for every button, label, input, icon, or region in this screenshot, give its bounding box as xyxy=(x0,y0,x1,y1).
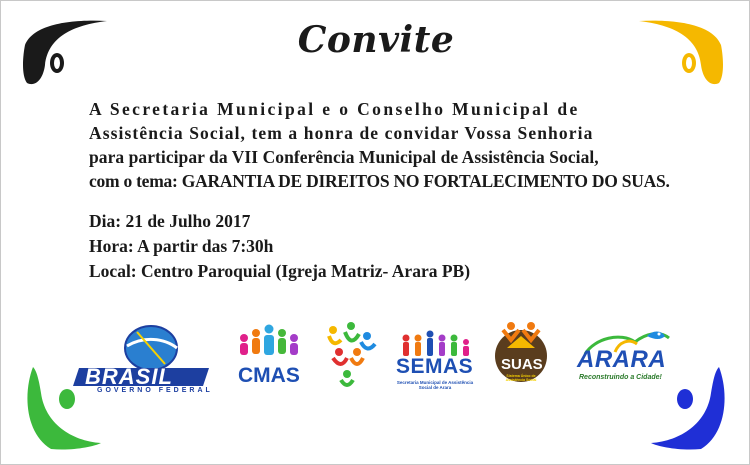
semas-people-icon xyxy=(394,328,476,358)
semas-logo xyxy=(394,328,476,394)
suas-logo xyxy=(493,320,549,392)
suas-logo-subtitle: Sistema Único de Assistência Social xyxy=(505,374,537,382)
cmas-people-icon xyxy=(234,324,304,366)
paragraph-line: Assistência Social, tem a honra de convidar Vossa Senhoria xyxy=(89,123,594,143)
brazil-map-icon xyxy=(313,318,383,392)
brasil-logo-text: BRASIL xyxy=(85,364,173,389)
arara-logo xyxy=(575,324,675,394)
event-date: Dia: 21 de Julho 2017 xyxy=(89,211,251,231)
paragraph-line: para participar da VII Conferência Municipal de Assistência Social, xyxy=(89,147,599,167)
cmas-logo-text: CMAS xyxy=(238,364,300,387)
invitation-paragraph xyxy=(89,97,674,193)
brazil-map-people-logo xyxy=(313,318,383,392)
brasil-governo-federal-logo xyxy=(69,324,219,396)
semas-logo-subtitle: Secretaria Municipal de Assistência Social de Arara xyxy=(396,380,474,390)
sponsor-logos xyxy=(69,316,689,396)
cmas-logo xyxy=(234,324,304,394)
suas-logo-text: SUAS xyxy=(501,356,543,373)
semas-logo-text: SEMAS xyxy=(396,355,474,378)
paragraph-line: A Secretaria Municipal e o Conselho Municipal de xyxy=(89,99,580,119)
event-details xyxy=(89,209,470,284)
invitation-title: Convite xyxy=(297,19,455,61)
paragraph-line: com o tema: GARANTIA DE DIREITOS NO FORTALECIMENTO DO SUAS. xyxy=(89,171,670,191)
brasil-logo-subtitle: GOVERNO FEDERAL xyxy=(97,387,213,394)
event-location: Local: Centro Paroquial (Igreja Matriz- Arara PB) xyxy=(89,261,471,281)
event-time: Hora: A partir das 7:30h xyxy=(89,236,274,256)
arara-logo-subtitle: Reconstruindo a Cidade! xyxy=(579,374,662,381)
arara-logo-text: ARARA xyxy=(577,346,667,373)
